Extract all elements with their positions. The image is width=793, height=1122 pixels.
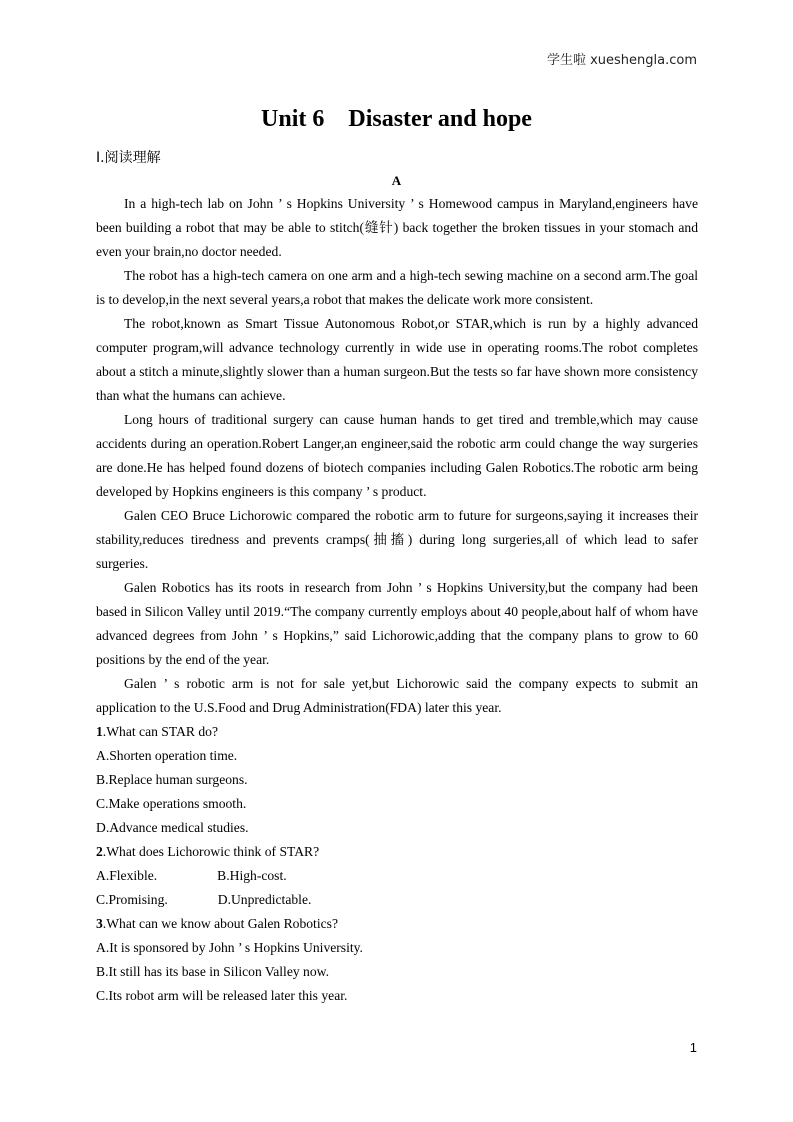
question-stem: .What does Lichorowic think of STAR?	[102, 844, 320, 859]
paragraph: Long hours of traditional surgery can cause human hands to get tired and tremble,which may cause accidents during an operation.Robert Langer,an engineer,said the robotic arm could change the way surgeries are done.He has helped found dozens of biotech companies including Galen Robotics.The robotic arm being developed by Hopkins engineers is this company ’ s product.	[96, 412, 698, 499]
question-number: 3	[96, 916, 103, 931]
passage-label: A	[391, 173, 402, 188]
option: D.Advance medical studies.	[96, 820, 249, 835]
question-stem: .What can STAR do?	[102, 724, 218, 739]
paragraph: Galen ’ s robotic arm is not for sale yet,but Lichorowic said the company expects to submit an application to the U.S.Food and Drug Administration(FDA) later this year.	[96, 676, 698, 715]
question-3	[96, 912, 698, 936]
unit-title: Unit 6 Disaster and hope	[261, 106, 532, 132]
paragraph: Galen Robotics has its roots in research from John ’ s Hopkins University,but the company had been based in Silicon Valley until 2019.“The company currently employs about 40 people,about half of whom have advanced degrees from John ’ s Hopkins,” said Lichorowic,adding that the company plans to grow to 60 positions by the end of the year.	[96, 580, 698, 667]
question-stem: .What can we know about Galen Robotics?	[102, 916, 338, 931]
site-header[interactable]: 学生啦 xueshengla.com	[546, 53, 697, 68]
option: D.Unpredictable.	[217, 892, 312, 907]
option: A.It is sponsored by John ’ s Hopkins University.	[96, 940, 363, 955]
option: C.Its robot arm will be released later this year.	[96, 988, 348, 1003]
paragraph: In a high-tech lab on John ’ s Hopkins University ’ s Homewood campus in Maryland,engineers have been building a robot that may be able to stitch(缝针) back together the broken tissues in your stomach and even your brain,no doctor needed.	[96, 196, 698, 259]
question-number: 2	[96, 844, 103, 859]
page-number: 1	[689, 1040, 697, 1055]
option: C.Make operations smooth.	[96, 796, 247, 811]
paragraph: The robot has a high-tech camera on one arm and a high-tech sewing machine on a second arm.The goal is to develop,in the next several years,a robot that makes the delicate work more consistent.	[96, 268, 698, 307]
paragraph: Galen CEO Bruce Lichorowic compared the robotic arm to future for surgeons,saying it increases their stability,reduces tiredness and prevents cramps(抽搐) during long surgeries,all of which lead to safer surgeries.	[96, 508, 698, 571]
question-2	[96, 840, 698, 864]
question-number: 1	[96, 724, 103, 739]
option: B.It still has its base in Silicon Valley now.	[96, 964, 329, 979]
option-row	[96, 864, 698, 888]
passage-body	[96, 192, 698, 1008]
option-row	[96, 888, 698, 912]
option: A.Flexible.	[96, 868, 158, 883]
option: C.Promising.	[96, 892, 168, 907]
option: A.Shorten operation time.	[96, 748, 238, 763]
paragraph: The robot,known as Smart Tissue Autonomous Robot,or STAR,which is run by a highly advanced computer program,will advance technology currently in wide use in operating rooms.The robot completes about a stitch a minute,slightly slower than a human surgeon.But the tests so far have shown more consistency than what the humans can achieve.	[96, 316, 698, 403]
question-1	[96, 720, 698, 744]
section-heading: Ⅰ.阅读理解	[96, 150, 161, 166]
option: B.High-cost.	[217, 868, 287, 883]
option: B.Replace human surgeons.	[96, 772, 248, 787]
